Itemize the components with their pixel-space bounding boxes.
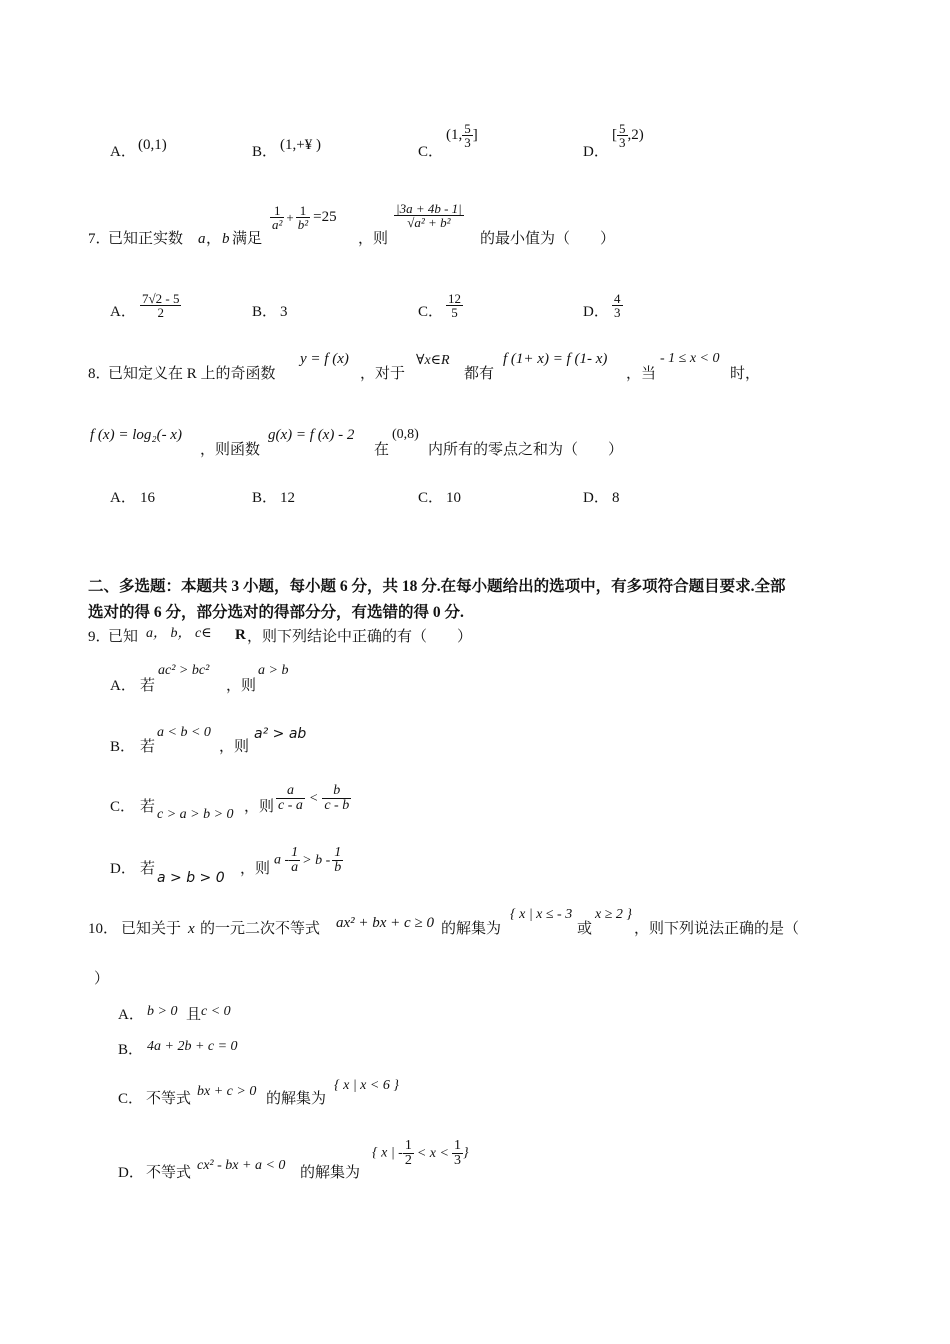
q9-option-b-label: B． — [110, 739, 136, 755]
q9-c-pre: 若 — [140, 799, 156, 815]
q9-a-cond: ac² > bc² — [158, 663, 210, 678]
q9-stem-b: ，则下列结论中正确的有（ ） — [247, 629, 473, 645]
q9-number: 9． — [88, 629, 111, 645]
q7-d-num: 4 — [614, 291, 621, 306]
q9-b-mid: ，则 — [219, 739, 250, 755]
q9-c-f1-den: c - a — [278, 798, 303, 813]
q9-c-f2-num: b — [322, 784, 351, 799]
q6-option-a-label: A． — [110, 144, 136, 160]
q9-stem-a: 已知 — [108, 629, 139, 645]
q9-option-d-label: D． — [110, 861, 136, 877]
q7-cond-f1-den: a² — [272, 217, 283, 232]
q7-option-d-math — [612, 292, 623, 319]
q7-comma: ， — [206, 231, 222, 247]
q9-option-a-label: A． — [110, 678, 136, 694]
q6-option-c-label: C． — [418, 144, 444, 160]
q10-d-set-post: } — [462, 1145, 469, 1161]
q9-a-mid: ，则 — [226, 678, 257, 694]
q6-c-num: 5 — [464, 121, 471, 136]
q9-c-mid: ，则 — [244, 799, 275, 815]
q7-stem-b: 满足 — [232, 231, 263, 247]
q7-option-d-label: D． — [583, 304, 609, 320]
q10-set-2: x ≥ 2 } — [595, 907, 632, 922]
q7-number: 7． — [88, 231, 111, 247]
q8-option-a-label: A． — [110, 490, 136, 506]
q7-cond-f2-num: 1 — [296, 204, 310, 218]
q8-forall: ∀x∈R — [416, 353, 450, 368]
q10-x: x — [188, 921, 195, 937]
q8-symmetry: f (1+ x) = f (1- x) — [503, 351, 608, 367]
q9-d-inequality — [274, 846, 343, 875]
q10-option-a-label: A． — [118, 1007, 144, 1023]
q9-a-pre: 若 — [140, 678, 156, 694]
q10-a-m1: b > 0 — [147, 1004, 178, 1019]
q6-c-pre: (1, — [446, 127, 463, 143]
q7-a-num: 7√2 - 5 — [142, 291, 180, 306]
q6-option-d-math — [612, 122, 644, 149]
q9-b-cond: a < b < 0 — [157, 725, 211, 740]
q10-d-f2-den: 3 — [453, 1153, 461, 1168]
q10-d-f1-den: 2 — [404, 1153, 412, 1168]
q10-a-and: 且 — [186, 1007, 202, 1023]
q10-stem-d: ，则下列说法正确的是（ — [634, 921, 800, 937]
q7-cond-eq: =25 — [313, 209, 337, 225]
q6-d-pre: [ — [612, 127, 617, 143]
q6-option-a-math: (0,1) — [138, 137, 167, 153]
q7-option-a-label: A． — [110, 304, 136, 320]
q10-close-paren: ） — [94, 971, 110, 987]
q6-c-post: ] — [472, 127, 478, 143]
q8-stem-h: 内所有的零点之和为（ ） — [428, 442, 624, 458]
q8-option-b-text: 12 — [280, 490, 295, 506]
q7-expression — [394, 202, 464, 229]
q8-yfx: y = f (x) — [300, 351, 349, 367]
q9-vars: a， b， c∈ — [146, 626, 212, 641]
q10-stem-b: 的一元二次不等式 — [200, 921, 321, 937]
q10-d-m1: cx² - bx + a < 0 — [197, 1158, 286, 1173]
q10-d-pre: 不等式 — [146, 1165, 192, 1181]
q7-condition — [270, 204, 337, 231]
q7-expr-den: √a² + b² — [407, 215, 451, 230]
q9-d-f2-num: 1 — [334, 845, 342, 860]
q7-option-b-text: 3 — [280, 304, 288, 320]
q10-c-set: { x | x < 6 } — [334, 1078, 399, 1093]
q7-option-c-label: C． — [418, 304, 444, 320]
q10-number: 10． — [88, 921, 119, 937]
q6-option-d-label: D． — [583, 144, 609, 160]
q7-option-c-math — [446, 292, 463, 319]
q6-option-c-math — [446, 122, 478, 149]
q9-option-c-label: C． — [110, 799, 136, 815]
q10-inequality: ax² + bx + c ≥ 0 — [336, 915, 434, 931]
q9-c-f1-num: a — [276, 784, 305, 799]
q10-c-pre: 不等式 — [146, 1091, 192, 1107]
q10-set-1: { x | x ≤ - 3 — [510, 907, 573, 922]
q8-number: 8． — [88, 366, 111, 382]
q8-option-b-label: B． — [252, 490, 278, 506]
q7-cond-f1-num: 1 — [270, 204, 284, 218]
section-2-line-1: 二、多选题：本题共 3 小题，每小题 6 分，共 18 分.在每小题给出的选项中，有多项符合题目要求.全部 — [88, 578, 786, 595]
q10-d-set-mid: < x < — [416, 1145, 449, 1161]
q8-option-c-label: C． — [418, 490, 444, 506]
q6-option-b-math: (1,+¥ ) — [280, 137, 321, 153]
q8-interval: (0,8) — [392, 427, 419, 442]
q10-or: 或 — [577, 921, 593, 937]
q9-d-f1-den: a — [291, 860, 299, 875]
q8-stem-g: 在 — [374, 442, 390, 458]
q9-d-f1-num: 1 — [291, 845, 299, 860]
q6-c-den: 3 — [464, 135, 471, 150]
q8-option-d-text: 8 — [612, 490, 620, 506]
q9-b-pre: 若 — [140, 739, 156, 755]
q10-d-f1-num: 1 — [404, 1138, 412, 1153]
q7-a-den: 2 — [157, 305, 164, 320]
q8-fx-def: f (x) = log₂(- x) — [90, 427, 182, 443]
q10-a-m2: c < 0 — [201, 1004, 231, 1019]
q10-stem-a: 已知关于 — [121, 921, 182, 937]
q7-var-b: b — [222, 231, 230, 247]
q9-c-f2-den: c - b — [324, 798, 350, 813]
q7-expr-num: |3a + 4b - 1| — [396, 201, 462, 216]
q9-d-lhs: a - — [274, 852, 290, 868]
q9-c-lt: < — [308, 790, 319, 806]
q7-stem-d: 的最小值为（ ） — [480, 231, 616, 247]
q8-stem-a: 已知定义在 R 上的奇函数 — [108, 366, 276, 382]
q9-R: R — [235, 627, 246, 643]
q9-d-mid: ，则 — [240, 861, 271, 877]
q8-stem-d: ，当 — [626, 366, 657, 382]
q9-d-cond: a > b > 0 — [157, 870, 225, 886]
q6-d-den: 3 — [619, 135, 626, 150]
q8-range: - 1 ≤ x < 0 — [660, 351, 720, 366]
q8-option-a-text: 16 — [140, 490, 155, 506]
q8-stem-f: ，则函数 — [200, 442, 261, 458]
q7-stem-a: 已知正实数 — [108, 231, 184, 247]
q10-option-b-label: B． — [118, 1042, 144, 1058]
q10-d-set — [372, 1139, 469, 1168]
q7-c-num: 12 — [448, 291, 461, 306]
q10-option-d-label: D． — [118, 1165, 144, 1181]
q6-d-num: 5 — [619, 121, 626, 136]
section-2-line-2: 选对的得 6 分，部分选对的得部分分，有选错的得 0 分. — [88, 604, 464, 621]
q7-cond-f2-den: b² — [297, 217, 309, 232]
q6-d-post: ,2) — [627, 127, 644, 143]
q10-option-c-label: C． — [118, 1091, 144, 1107]
q8-gx-def: g(x) = f (x) - 2 — [268, 427, 355, 443]
q6-option-b-label: B． — [252, 144, 278, 160]
q9-b-res: a² > ab — [254, 726, 307, 742]
q9-d-gt: > b - — [302, 852, 331, 868]
q7-var-a: a — [198, 231, 206, 247]
q10-d-f2-num: 1 — [453, 1138, 461, 1153]
q8-stem-c: 都有 — [464, 366, 495, 382]
q10-b-m1: 4a + 2b + c = 0 — [147, 1039, 238, 1054]
q8-option-c-text: 10 — [446, 490, 461, 506]
q8-stem-e: 时， — [730, 366, 761, 382]
q8-stem-b: ，对于 — [360, 366, 406, 382]
q9-a-res: a > b — [258, 663, 289, 678]
q7-stem-c: ，则 — [358, 231, 389, 247]
q9-c-inequality — [276, 784, 351, 813]
q10-c-m1: bx + c > 0 — [197, 1084, 257, 1099]
q7-plus: + — [286, 210, 294, 225]
q10-d-set-pre: { x | - — [372, 1145, 403, 1161]
q7-option-a-math — [140, 292, 181, 319]
q9-d-pre: 若 — [140, 861, 156, 877]
q7-option-b-label: B． — [252, 304, 278, 320]
q7-c-den: 5 — [451, 305, 458, 320]
q9-c-cond: c > a > b > 0 — [157, 807, 234, 822]
q9-d-f2-den: b — [334, 860, 342, 875]
q7-d-den: 3 — [614, 305, 621, 320]
q10-c-mid: 的解集为 — [266, 1091, 327, 1107]
q8-option-d-label: D． — [583, 490, 609, 506]
q10-stem-c: 的解集为 — [441, 921, 502, 937]
q10-d-mid: 的解集为 — [300, 1165, 361, 1181]
